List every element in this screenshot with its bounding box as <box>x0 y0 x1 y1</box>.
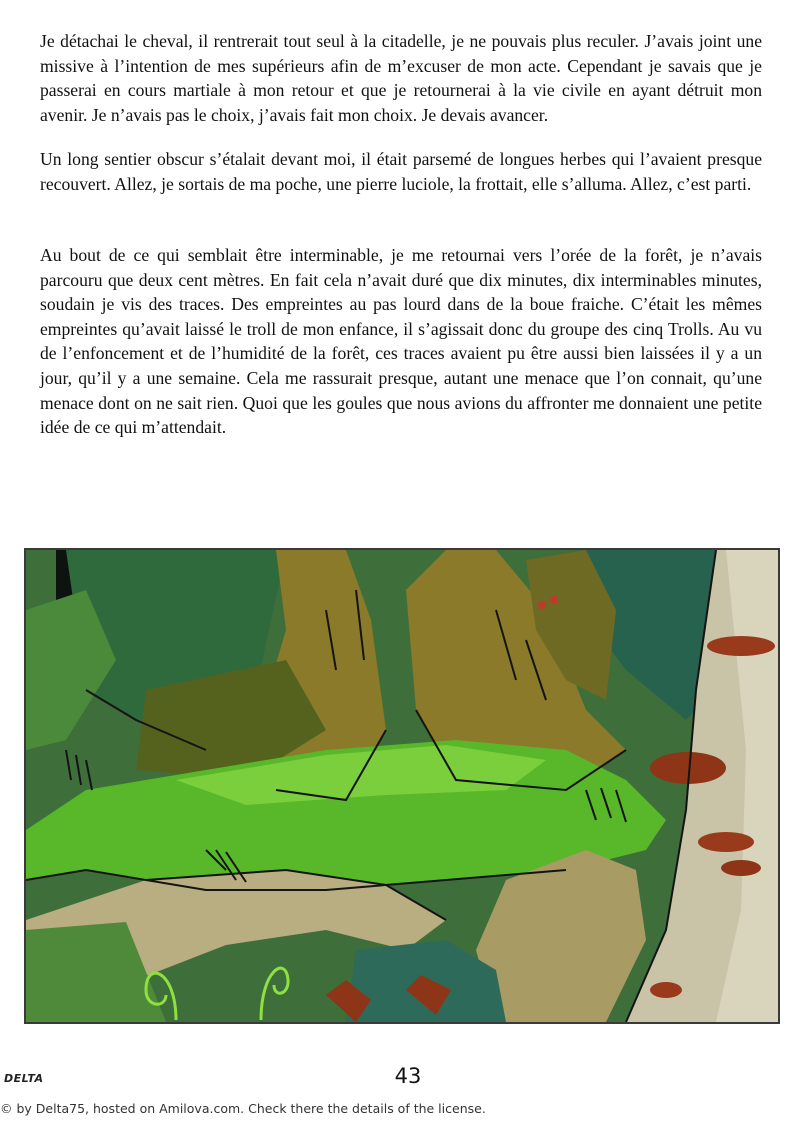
shelf-mushroom-5 <box>650 982 682 998</box>
page-number: 43 <box>394 1064 422 1088</box>
comic-illustration-panel <box>24 548 780 1024</box>
shelf-mushroom-4 <box>721 860 761 876</box>
forest-illustration <box>26 550 778 1022</box>
shelf-mushroom-1 <box>707 636 775 656</box>
red-berry-1 <box>538 601 546 609</box>
story-paragraph-1: Je détachai le cheval, il rentrerait tout seul à la citadelle, je ne pouvais plus reculer. J’avais joint une missive à l’intention de mes supérieurs afin de m’excuser de mon acte. Cependant je savais que je passerai en cours martiale à mon retour et que je retournerai à la vie civile en ayant détruit mon avenir. Je n’avais pas le choix, j’avais fait mon choix. Je devais avancer. <box>40 31 762 125</box>
shelf-mushroom-3 <box>698 832 754 852</box>
story-paragraph-3: Au bout de ce qui semblait être interminable, je me retournai vers l’orée de la forêt, je n’avais parcouru que deux cent mètres. En fait cela n’avait duré que dix minutes, dix interminables minutes, soudain je vis des traces. Des empreintes au pas lourd dans de la boue fraiche. C’était les mêmes empreintes qu’avait laissé le troll de mon enfance, il s’agissait donc du groupe des cinq Trolls. Au vu de l’enfoncement et de l’humidité de la forêt, ces traces avaient pu être aussi bien laissées il y a un jour, qu’il y a une semaine. Cela me rassurait presque, autant une menace que l’on connait, qu’une menace dont on ne sait rien. Quoi que les goules que nous avions du affronter me donnaient une petite idée de ce qui m’attendait. <box>40 245 762 438</box>
license-notice: © by Delta75, hosted on Amilova.com. Check there the details of the license. <box>0 1101 486 1116</box>
author-signature: DELTA <box>4 1072 44 1085</box>
story-paragraph-2: Un long sentier obscur s’étalait devant moi, il était parsemé de longues herbes qui l’avaient presque recouvert. Allez, je sortais de ma poche, une pierre luciole, la frottait, elle s’alluma. Allez, c’est parti. <box>40 149 762 194</box>
red-berry-2 <box>550 596 558 604</box>
